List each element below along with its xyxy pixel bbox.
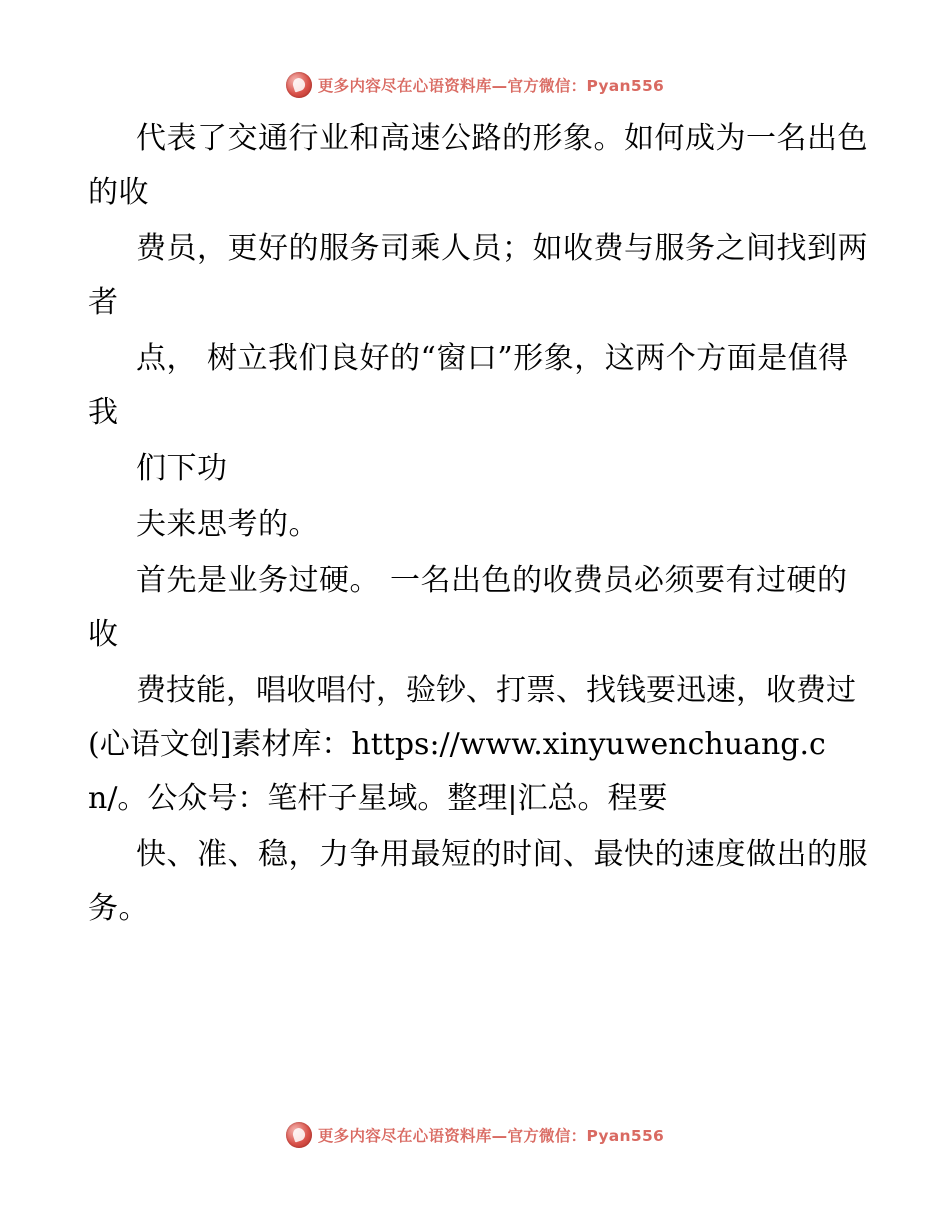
watermark-text-top: 更多内容尽在心语资料库—官方微信：Pyan556 <box>317 77 665 95</box>
document-body <box>88 112 878 938</box>
paragraph: 费员，更好的服务司乘人员；如收费与服务之间找到两者 <box>88 231 868 320</box>
watermark-banner-top <box>0 72 950 98</box>
paragraph: 代表了交通行业和高速公路的形象。如何成为一名出色的收 <box>88 121 868 210</box>
paragraph: 们下功 <box>136 451 228 486</box>
watermark-text-bottom: 更多内容尽在心语资料库—官方微信：Pyan556 <box>317 1127 665 1145</box>
paragraph: 首先是业务过硬。 一名出色的收费员必须要有过硬的收 <box>88 563 848 652</box>
xinyu-logo-icon <box>286 1122 312 1148</box>
paragraph: 费技能，唱收唱付，验钞、打票、找钱要迅速，收费过 (心语文创]素材库：https://www.xinyuwenchuang.cn/。公众号：笔杆子星域。整理|汇总。程要 <box>88 673 856 816</box>
paragraph: 点， 树立我们良好的“窗口”形象，这两个方面是值得我 <box>88 341 849 430</box>
paragraph: 夫来思考的。 <box>136 507 319 542</box>
paragraph: 快、准、稳，力争用最短的时间、最快的速度做出的服务。 <box>88 837 868 926</box>
xinyu-logo-icon <box>286 72 312 98</box>
watermark-banner-bottom <box>0 1122 950 1148</box>
